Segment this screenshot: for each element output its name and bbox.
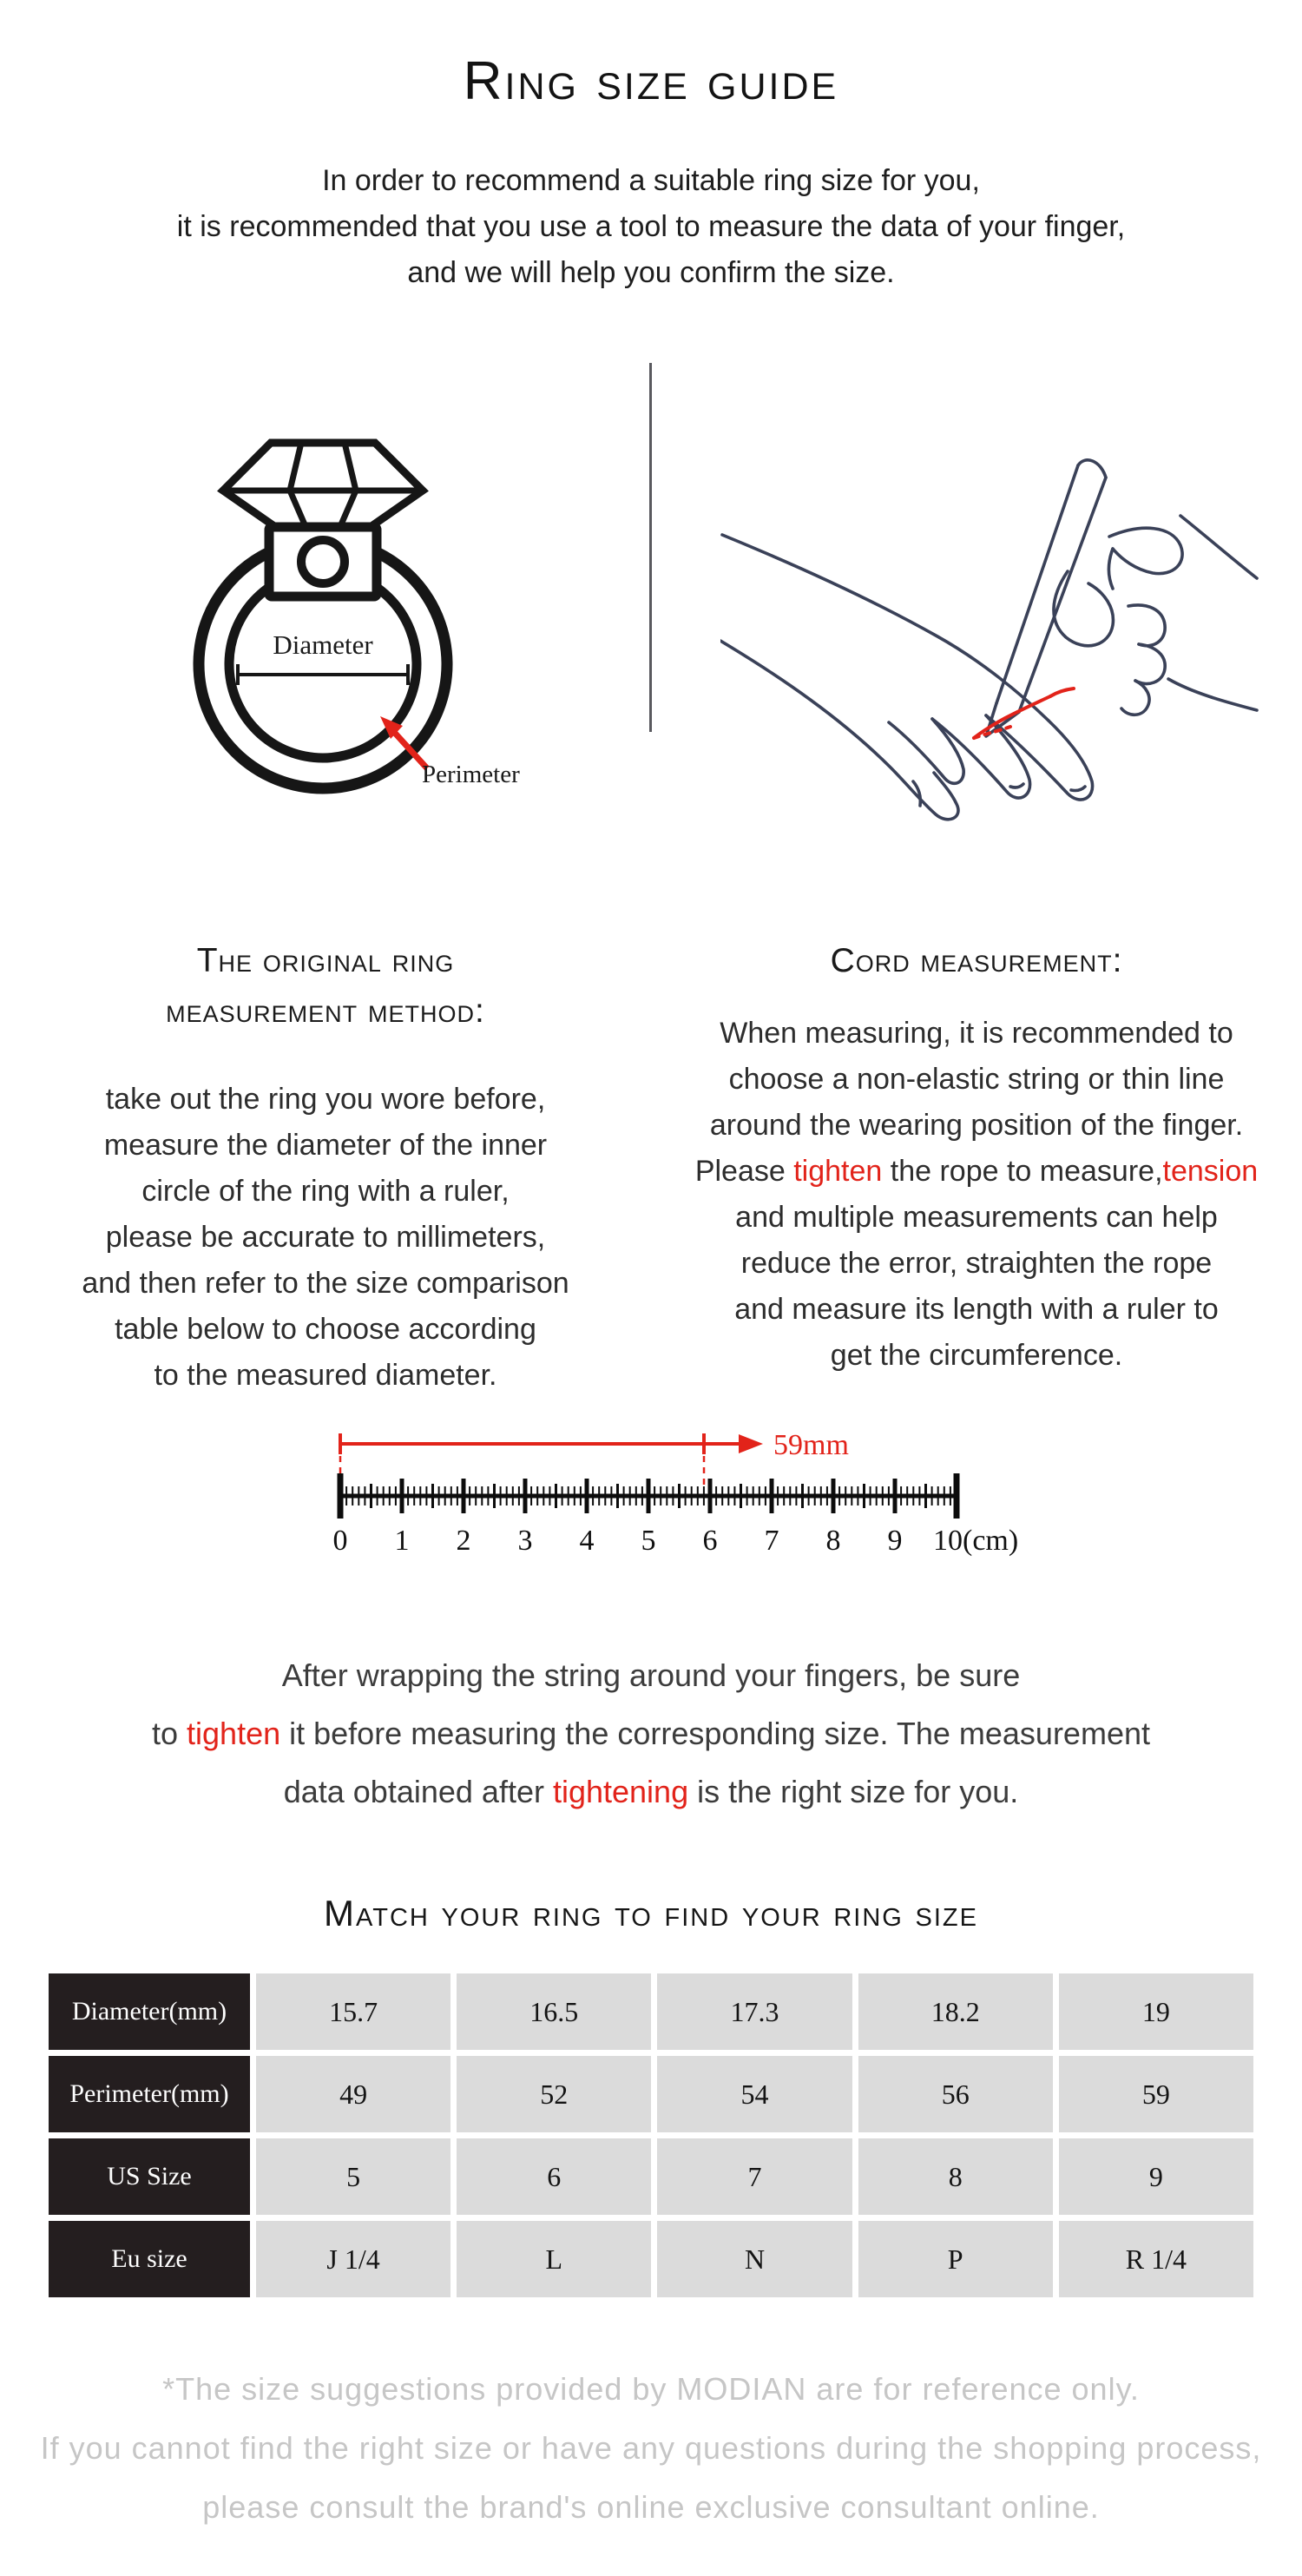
value-cell: 59 <box>1059 2056 1253 2132</box>
ring-diagram-svg <box>174 430 582 812</box>
body-line: take out the ring you wore before, <box>105 1083 546 1116</box>
value-cell: 9 <box>1059 2138 1253 2215</box>
body-line: and multiple measurements can help <box>735 1201 1218 1234</box>
value-cell: 49 <box>256 2056 450 2132</box>
ruler-diagram-svg <box>308 1420 1037 1567</box>
value-cell: 15.7 <box>256 1973 450 2050</box>
body-line: around the wearing position of the finger. <box>709 1109 1244 1142</box>
perimeter-label: Perimeter <box>422 761 520 788</box>
intro-paragraph <box>0 158 1302 296</box>
value-cell: 17.3 <box>657 1973 852 2050</box>
row-label-cell: Eu size <box>49 2221 250 2297</box>
ruler-measure-label: 59mm <box>773 1429 849 1461</box>
value-cell: R 1/4 <box>1059 2221 1253 2297</box>
body-line: and measure its length with a ruler to <box>734 1293 1219 1326</box>
page-title: Ring size guide <box>463 51 839 111</box>
vertical-divider <box>649 363 652 732</box>
body-line: circle of the ring with a ruler, <box>141 1175 510 1208</box>
ruler-tick-label: 2 <box>456 1525 471 1557</box>
body-line: choose a non-elastic string or thin line <box>728 1063 1225 1096</box>
value-cell: N <box>657 2221 852 2297</box>
row-label-cell: Diameter(mm) <box>49 1973 250 2050</box>
right-hand-icon <box>986 460 1257 736</box>
value-cell: 18.2 <box>858 1973 1053 2050</box>
heading-line: measurement method: <box>166 992 485 1030</box>
body-line: table below to choose according <box>115 1313 536 1346</box>
body-line: please be accurate to millimeters, <box>105 1221 546 1254</box>
footer-disclaimer <box>0 2360 1302 2537</box>
body-line: When measuring, it is recommended to <box>720 1017 1233 1050</box>
ruler-tick-label: 5 <box>641 1525 656 1557</box>
value-cell: L <box>457 2221 651 2297</box>
size-table-heading: Match your ring to find your ring size <box>324 1893 978 1934</box>
ruler-tick-label: 9 <box>887 1525 903 1557</box>
section-original-method <box>0 936 651 1399</box>
ruler-tick-label: 0 <box>332 1525 348 1557</box>
body-line: reduce the error, straighten the rope <box>740 1247 1213 1280</box>
ruler-tick-label: 7 <box>764 1525 779 1557</box>
hands-illustration-svg <box>720 432 1259 840</box>
paragraph-line: After wrapping the string around your fingers, be sure <box>281 1657 1021 1693</box>
section-heading-cord: Cord measurement: <box>830 942 1123 979</box>
value-cell: P <box>858 2221 1053 2297</box>
body-line: to the measured diameter. <box>154 1359 497 1392</box>
paragraph-line: data obtained after tightening is the right size for you. <box>283 1774 1019 1809</box>
footer-line: *The size suggestions provided by MODIAN are for reference only. <box>162 2371 1140 2407</box>
after-ruler-paragraph <box>0 1646 1302 1821</box>
ruler-tick-label: 10(cm) <box>933 1525 1019 1557</box>
arrow-right-icon <box>739 1434 763 1453</box>
cord-method-body <box>651 1011 1302 1379</box>
footer-line: If you cannot find the right size or have any questions during the shopping process, <box>40 2430 1262 2466</box>
original-method-body <box>0 1077 651 1399</box>
value-cell: 8 <box>858 2138 1053 2215</box>
intro-line: and we will help you confirm the size. <box>407 256 895 289</box>
body-line: Please tighten the rope to measure,tension <box>694 1155 1259 1188</box>
value-cell: 56 <box>858 2056 1053 2132</box>
value-cell: J 1/4 <box>256 2221 450 2297</box>
section-heading-original <box>0 936 651 1037</box>
section-cord-measurement <box>651 936 1302 1379</box>
body-line: measure the diameter of the inner <box>103 1129 548 1162</box>
value-cell: 19 <box>1059 1973 1253 2050</box>
heading-line: The original ring <box>196 942 455 979</box>
footer-line: please consult the brand's online exclusive consultant online. <box>202 2489 1100 2525</box>
ruler-tick-label: 4 <box>579 1525 595 1557</box>
value-cell: 52 <box>457 2056 651 2132</box>
paragraph-line: to tighten it before measuring the corresponding size. The measurement <box>152 1716 1150 1751</box>
size-table <box>49 1973 1253 2297</box>
value-cell: 5 <box>256 2138 450 2215</box>
left-hand-icon <box>720 535 1093 820</box>
ruler-tick-label: 6 <box>702 1525 718 1557</box>
diamond-icon <box>223 443 423 596</box>
value-cell: 7 <box>657 2138 852 2215</box>
ruler-tick-label: 1 <box>394 1525 410 1557</box>
value-cell: 16.5 <box>457 1973 651 2050</box>
ruler-tick-label: 3 <box>517 1525 533 1557</box>
perimeter-pointer <box>380 716 520 788</box>
diameter-measure <box>238 629 408 685</box>
value-cell: 54 <box>657 2056 852 2132</box>
intro-line: it is recommended that you use a tool to measure the data of your finger, <box>176 210 1126 243</box>
body-line: and then refer to the size comparison <box>82 1267 569 1300</box>
ruler-tick-labels <box>333 1525 1019 1557</box>
intro-line: In order to recommend a suitable ring size for you, <box>322 164 980 197</box>
value-cell: 6 <box>457 2138 651 2215</box>
diameter-label: Diameter <box>273 629 373 660</box>
row-label-cell: Perimeter(mm) <box>49 2056 250 2132</box>
body-line: get the circumference. <box>830 1339 1123 1372</box>
ruler-icon <box>333 1473 1019 1557</box>
ruler-tick-label: 8 <box>825 1525 841 1557</box>
row-label-cell: US Size <box>49 2138 250 2215</box>
